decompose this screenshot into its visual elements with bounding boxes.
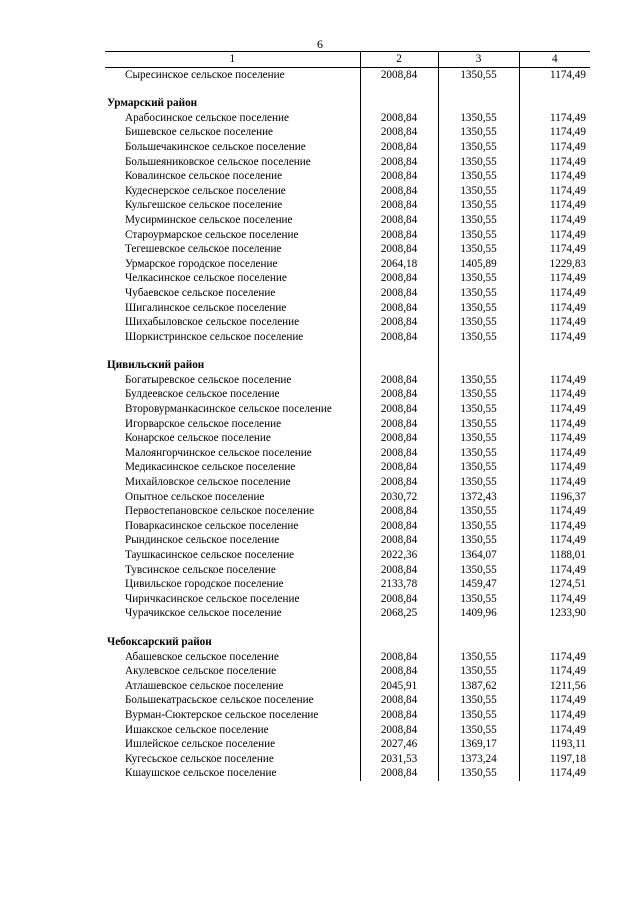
table-row bbox=[105, 592, 590, 607]
spacer-cell bbox=[105, 82, 360, 96]
value-col-2: 2008,84 bbox=[360, 766, 438, 781]
value-col-4: 1174,49 bbox=[519, 723, 590, 738]
settlement-name: Цивильское городское поселение bbox=[125, 578, 284, 591]
value-col-2: 2008,84 bbox=[360, 460, 438, 475]
settlement-name: Большечакинское сельское поселение bbox=[125, 140, 306, 153]
value-col-2: 2030,72 bbox=[360, 490, 438, 505]
empty-cell bbox=[519, 635, 590, 650]
value-col-3: 1350,55 bbox=[438, 563, 519, 578]
empty-cell bbox=[360, 358, 438, 373]
value-col-4: 1174,49 bbox=[519, 504, 590, 519]
value-col-3: 1350,55 bbox=[438, 286, 519, 301]
value-col-2: 2008,84 bbox=[360, 315, 438, 330]
value-col-4: 1174,49 bbox=[519, 387, 590, 402]
value-col-2: 2008,84 bbox=[360, 330, 438, 345]
value-col-2: 2008,84 bbox=[360, 650, 438, 665]
settlement-name: Игорварское сельское поселение bbox=[125, 417, 282, 430]
value-col-2: 2031,53 bbox=[360, 752, 438, 767]
value-col-3: 1364,07 bbox=[438, 548, 519, 563]
value-col-3: 1369,17 bbox=[438, 737, 519, 752]
value-col-3: 1350,55 bbox=[438, 766, 519, 781]
settlement-name: Абашевское сельское поселение bbox=[125, 650, 279, 663]
value-col-2: 2008,84 bbox=[360, 271, 438, 286]
value-col-3: 1350,55 bbox=[438, 504, 519, 519]
settlement-name: Арабосинское сельское поселение bbox=[125, 111, 289, 124]
empty-cell bbox=[519, 96, 590, 111]
value-col-4: 1174,49 bbox=[519, 519, 590, 534]
value-col-4: 1174,49 bbox=[519, 446, 590, 461]
value-col-2: 2027,46 bbox=[360, 737, 438, 752]
settlement-name: Медикасинское сельское поселение bbox=[125, 461, 296, 474]
settlement-name: Шоркистринское сельское поселение bbox=[125, 330, 304, 343]
table-row bbox=[105, 125, 590, 140]
value-col-3: 1350,55 bbox=[438, 169, 519, 184]
value-col-4: 1174,49 bbox=[519, 475, 590, 490]
table-row bbox=[105, 752, 590, 767]
table-row bbox=[105, 431, 590, 446]
settlement-name: Кульгешское сельское поселение bbox=[125, 199, 283, 212]
spacer-cell bbox=[438, 82, 519, 96]
column-header-2: 2 bbox=[360, 52, 438, 68]
value-col-2: 2008,84 bbox=[360, 723, 438, 738]
value-col-4: 1174,49 bbox=[519, 664, 590, 679]
value-col-2: 2008,84 bbox=[360, 111, 438, 126]
value-col-4: 1174,49 bbox=[519, 169, 590, 184]
spacer-cell bbox=[519, 621, 590, 635]
value-col-3: 1350,55 bbox=[438, 417, 519, 432]
value-col-3: 1387,62 bbox=[438, 679, 519, 694]
value-col-2: 2008,84 bbox=[360, 387, 438, 402]
table-row bbox=[105, 198, 590, 213]
settlement-name: Булдеевское сельское поселение bbox=[125, 388, 280, 401]
value-col-3: 1350,55 bbox=[438, 693, 519, 708]
value-col-3: 1350,55 bbox=[438, 155, 519, 170]
spacer-cell bbox=[519, 82, 590, 96]
settlement-name: Мусирминское сельское поселение bbox=[125, 213, 293, 226]
settlement-name: Кшаушское сельское поселение bbox=[125, 767, 277, 780]
value-col-3: 1350,55 bbox=[438, 330, 519, 345]
settlement-name: Михайловское сельское поселение bbox=[125, 476, 291, 489]
table-row bbox=[105, 490, 590, 505]
settlement-name: Чурачикское сельское поселение bbox=[125, 607, 282, 620]
spacer-row bbox=[105, 82, 590, 96]
value-col-2: 2008,84 bbox=[360, 373, 438, 388]
table-row bbox=[105, 533, 590, 548]
value-col-4: 1174,49 bbox=[519, 460, 590, 475]
settlement-name: Таушкасинское сельское поселение bbox=[125, 549, 295, 561]
table-row bbox=[105, 387, 590, 402]
value-col-2: 2022,36 bbox=[360, 548, 438, 563]
column-header-1: 1 bbox=[105, 52, 360, 68]
settlement-name: Сыресинское сельское поселение bbox=[125, 68, 285, 81]
value-col-2: 2008,84 bbox=[360, 125, 438, 140]
spacer-row bbox=[105, 621, 590, 635]
settlement-name: Первостепановское сельское поселение bbox=[125, 505, 315, 518]
settlement-name: Бишевское сельское поселение bbox=[125, 126, 274, 139]
value-col-3: 1350,55 bbox=[438, 650, 519, 665]
value-col-4: 1174,49 bbox=[519, 431, 590, 446]
settlement-name: Чиричкасинское сельское поселение bbox=[125, 592, 300, 605]
spacer-cell bbox=[105, 344, 360, 358]
page-number: 6 bbox=[317, 37, 323, 51]
value-col-3: 1350,55 bbox=[438, 184, 519, 199]
spacer-cell bbox=[360, 621, 438, 635]
value-col-4: 1174,49 bbox=[519, 533, 590, 548]
table-row bbox=[105, 257, 590, 272]
value-col-4: 1174,49 bbox=[519, 693, 590, 708]
value-col-3: 1350,55 bbox=[438, 67, 519, 82]
value-col-4: 1174,49 bbox=[519, 271, 590, 286]
district-header-row bbox=[105, 358, 590, 373]
table-row bbox=[105, 373, 590, 388]
value-col-4: 1233,90 bbox=[519, 606, 590, 621]
table-row bbox=[105, 577, 590, 592]
value-col-2: 2008,84 bbox=[360, 504, 438, 519]
value-col-2: 2008,84 bbox=[360, 664, 438, 679]
value-col-2: 2008,84 bbox=[360, 301, 438, 316]
value-col-4: 1174,49 bbox=[519, 155, 590, 170]
rates-table bbox=[105, 51, 590, 781]
value-col-2: 2008,84 bbox=[360, 533, 438, 548]
table-row bbox=[105, 693, 590, 708]
empty-cell bbox=[360, 635, 438, 650]
value-col-2: 2008,84 bbox=[360, 431, 438, 446]
table-row bbox=[105, 184, 590, 199]
value-col-3: 1372,43 bbox=[438, 490, 519, 505]
table-row bbox=[105, 111, 590, 126]
table-row bbox=[105, 417, 590, 432]
settlement-name: Богатыревское сельское поселение bbox=[125, 373, 292, 386]
settlement-name: Тегешевское сельское поселение bbox=[125, 243, 282, 256]
value-col-2: 2064,18 bbox=[360, 257, 438, 272]
value-col-3: 1350,55 bbox=[438, 431, 519, 446]
value-col-3: 1350,55 bbox=[438, 228, 519, 243]
table-row bbox=[105, 475, 590, 490]
value-col-4: 1229,83 bbox=[519, 257, 590, 272]
settlement-name: Тувсинское сельское поселение bbox=[125, 563, 276, 576]
table-row bbox=[105, 155, 590, 170]
value-col-4: 1174,49 bbox=[519, 286, 590, 301]
value-col-2: 2008,84 bbox=[360, 242, 438, 257]
district-title: Урмарский район bbox=[107, 97, 198, 110]
settlement-name: Вурман-Сюктерское сельское поселение bbox=[125, 708, 319, 721]
district-header-row bbox=[105, 96, 590, 111]
value-col-4: 1174,49 bbox=[519, 184, 590, 199]
value-col-4: 1174,49 bbox=[519, 198, 590, 213]
value-col-4: 1174,49 bbox=[519, 330, 590, 345]
value-col-4: 1174,49 bbox=[519, 67, 590, 82]
value-col-4: 1174,49 bbox=[519, 228, 590, 243]
value-col-3: 1350,55 bbox=[438, 708, 519, 723]
value-col-2: 2008,84 bbox=[360, 402, 438, 417]
value-col-3: 1350,55 bbox=[438, 373, 519, 388]
empty-cell bbox=[438, 96, 519, 111]
value-col-3: 1350,55 bbox=[438, 111, 519, 126]
table-row bbox=[105, 664, 590, 679]
table-row bbox=[105, 563, 590, 578]
settlement-name: Шихабыловское сельское поселение bbox=[125, 316, 300, 329]
value-col-3: 1350,55 bbox=[438, 402, 519, 417]
value-col-3: 1350,55 bbox=[438, 723, 519, 738]
settlement-name: Большекатрасьское сельское поселение bbox=[125, 694, 314, 707]
value-col-4: 1174,49 bbox=[519, 592, 590, 607]
table-row bbox=[105, 723, 590, 738]
value-col-4: 1196,37 bbox=[519, 490, 590, 505]
value-col-2: 2008,84 bbox=[360, 67, 438, 82]
settlement-name: Челкасинское сельское поселение bbox=[125, 272, 287, 285]
value-col-4: 1174,49 bbox=[519, 373, 590, 388]
value-col-3: 1350,55 bbox=[438, 213, 519, 228]
value-col-3: 1350,55 bbox=[438, 271, 519, 286]
value-col-4: 1174,49 bbox=[519, 111, 590, 126]
table-row bbox=[105, 286, 590, 301]
settlement-name: Шигалинское сельское поселение bbox=[125, 301, 287, 314]
value-col-4: 1174,49 bbox=[519, 242, 590, 257]
value-col-2: 2008,84 bbox=[360, 417, 438, 432]
value-col-4: 1174,49 bbox=[519, 650, 590, 665]
value-col-3: 1350,55 bbox=[438, 664, 519, 679]
table-row bbox=[105, 242, 590, 257]
value-col-4: 1274,51 bbox=[519, 577, 590, 592]
value-col-3: 1405,89 bbox=[438, 257, 519, 272]
header-row bbox=[105, 52, 590, 68]
value-col-2: 2008,84 bbox=[360, 563, 438, 578]
table-row bbox=[105, 708, 590, 723]
value-col-4: 1174,49 bbox=[519, 213, 590, 228]
value-col-3: 1350,55 bbox=[438, 592, 519, 607]
value-col-3: 1350,55 bbox=[438, 533, 519, 548]
value-col-4: 1174,49 bbox=[519, 301, 590, 316]
value-col-4: 1188,01 bbox=[519, 548, 590, 563]
table-row bbox=[105, 460, 590, 475]
spacer-cell bbox=[360, 344, 438, 358]
value-col-2: 2008,84 bbox=[360, 228, 438, 243]
value-col-3: 1350,55 bbox=[438, 140, 519, 155]
spacer-cell bbox=[519, 344, 590, 358]
value-col-2: 2008,84 bbox=[360, 708, 438, 723]
empty-cell bbox=[438, 635, 519, 650]
settlement-name: Кудеснерское сельское поселение bbox=[125, 184, 286, 197]
settlement-name: Староурмарское сельское поселение bbox=[125, 228, 299, 241]
table-row bbox=[105, 519, 590, 534]
settlement-name: Второвурманкасинское сельское поселение bbox=[125, 403, 332, 416]
value-col-2: 2008,84 bbox=[360, 592, 438, 607]
settlement-name: Кугесьское сельское поселение bbox=[125, 752, 274, 765]
spacer-cell bbox=[105, 621, 360, 635]
value-col-4: 1174,49 bbox=[519, 315, 590, 330]
settlement-name: Урмарское городское поселение bbox=[125, 257, 278, 270]
settlement-name: Рындинское сельское поселение bbox=[125, 534, 280, 547]
table-row bbox=[105, 67, 590, 82]
district-title: Цивильский район bbox=[107, 359, 205, 372]
settlement-name: Атлашевское сельское поселение bbox=[125, 679, 284, 692]
table-row bbox=[105, 402, 590, 417]
column-header-3: 3 bbox=[438, 52, 519, 68]
value-col-3: 1350,55 bbox=[438, 301, 519, 316]
table-row bbox=[105, 737, 590, 752]
table-row bbox=[105, 548, 590, 563]
table-row bbox=[105, 679, 590, 694]
table-row bbox=[105, 140, 590, 155]
value-col-3: 1350,55 bbox=[438, 446, 519, 461]
value-col-3: 1350,55 bbox=[438, 475, 519, 490]
settlement-name: Ковалинское сельское поселение bbox=[125, 170, 283, 183]
settlement-name: Чубаевское сельское поселение bbox=[125, 286, 276, 299]
value-col-2: 2045,91 bbox=[360, 679, 438, 694]
table-row bbox=[105, 213, 590, 228]
value-col-4: 1174,49 bbox=[519, 140, 590, 155]
table-row bbox=[105, 606, 590, 621]
value-col-2: 2068,25 bbox=[360, 606, 438, 621]
table-row bbox=[105, 766, 590, 781]
value-col-3: 1373,24 bbox=[438, 752, 519, 767]
settlement-name: Ишлейское сельское поселение bbox=[125, 738, 276, 751]
value-col-2: 2008,84 bbox=[360, 213, 438, 228]
value-col-3: 1409,96 bbox=[438, 606, 519, 621]
value-col-3: 1350,55 bbox=[438, 198, 519, 213]
value-col-3: 1350,55 bbox=[438, 125, 519, 140]
settlement-name: Акулевское сельское поселение bbox=[125, 665, 277, 678]
spacer-cell bbox=[438, 344, 519, 358]
district-header-row bbox=[105, 635, 590, 650]
value-col-2: 2008,84 bbox=[360, 446, 438, 461]
settlement-name: Большеяниковское сельское поселение bbox=[125, 155, 311, 168]
table-row bbox=[105, 301, 590, 316]
table-row bbox=[105, 650, 590, 665]
settlement-name: Ишакское сельское поселение bbox=[125, 723, 269, 736]
spacer-cell bbox=[438, 621, 519, 635]
value-col-2: 2008,84 bbox=[360, 198, 438, 213]
empty-cell bbox=[438, 358, 519, 373]
table-row bbox=[105, 330, 590, 345]
value-col-4: 1174,49 bbox=[519, 125, 590, 140]
table-row bbox=[105, 504, 590, 519]
value-col-4: 1174,49 bbox=[519, 402, 590, 417]
value-col-3: 1350,55 bbox=[438, 387, 519, 402]
table-row bbox=[105, 169, 590, 184]
value-col-2: 2008,84 bbox=[360, 286, 438, 301]
value-col-3: 1350,55 bbox=[438, 460, 519, 475]
value-col-4: 1174,49 bbox=[519, 766, 590, 781]
settlement-name: Малоянгорчинское сельское поселение bbox=[125, 446, 312, 459]
value-col-4: 1211,56 bbox=[519, 679, 590, 694]
table-row bbox=[105, 446, 590, 461]
empty-cell bbox=[519, 358, 590, 373]
spacer-cell bbox=[360, 82, 438, 96]
table-row bbox=[105, 228, 590, 243]
value-col-2: 2008,84 bbox=[360, 155, 438, 170]
value-col-4: 1174,49 bbox=[519, 417, 590, 432]
value-col-3: 1350,55 bbox=[438, 242, 519, 257]
value-col-3: 1350,55 bbox=[438, 315, 519, 330]
value-col-3: 1459,47 bbox=[438, 577, 519, 592]
value-col-2: 2008,84 bbox=[360, 519, 438, 534]
value-col-2: 2008,84 bbox=[360, 140, 438, 155]
value-col-3: 1350,55 bbox=[438, 519, 519, 534]
settlement-name: Конарское сельское поселение bbox=[125, 432, 271, 445]
value-col-4: 1174,49 bbox=[519, 563, 590, 578]
table-body bbox=[105, 67, 590, 781]
value-col-4: 1174,49 bbox=[519, 708, 590, 723]
column-header-4: 4 bbox=[519, 52, 590, 68]
settlement-name: Поваркасинское сельское поселение bbox=[125, 519, 299, 532]
value-col-2: 2008,84 bbox=[360, 475, 438, 490]
table-row bbox=[105, 315, 590, 330]
value-col-2: 2133,78 bbox=[360, 577, 438, 592]
value-col-4: 1193,11 bbox=[519, 737, 590, 752]
settlement-name: Опытное сельское поселение bbox=[125, 490, 265, 503]
spacer-row bbox=[105, 344, 590, 358]
value-col-4: 1197,18 bbox=[519, 752, 590, 767]
value-col-2: 2008,84 bbox=[360, 693, 438, 708]
table-row bbox=[105, 271, 590, 286]
value-col-2: 2008,84 bbox=[360, 184, 438, 199]
empty-cell bbox=[360, 96, 438, 111]
district-title: Чебоксарский район bbox=[107, 635, 212, 648]
value-col-2: 2008,84 bbox=[360, 169, 438, 184]
